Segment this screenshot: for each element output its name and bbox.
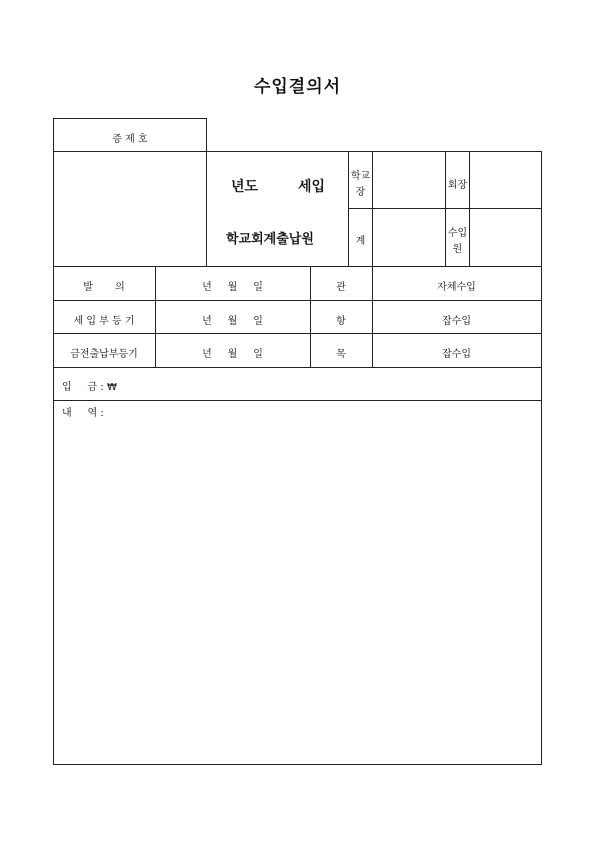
row-date-cashbook: 년 월 일 [202,349,263,360]
row-line-5 [53,400,542,401]
header-divider [206,151,207,266]
row-cat-hang: 항 [336,316,346,327]
receipt-no-label: 증 제 호 [112,134,148,145]
frame-left [53,118,54,764]
approval-mid-line [348,208,542,209]
principal-label-2: 장 [355,187,366,198]
head-label: 회장 [447,180,468,191]
revenue-officer-label-2: 원 [452,244,463,255]
accounting-label: 계 [355,236,366,247]
row-value-mok: 잡수입 [442,349,471,360]
row-line-1 [53,266,542,267]
page-title: 수입결의서 [253,77,342,97]
account-title: 학교회계출납원 [226,232,314,247]
revenue-officer-label-1: 수입 [447,228,468,239]
type-label: 세입 [298,179,326,195]
receipt-box-top [53,118,207,119]
row-label-revenue-ledger: 세 입 부 등 기 [73,316,135,327]
amount-label: 입 금 : ₩ [62,382,117,393]
principal-label-1: 학교 [350,171,371,182]
row-value-hang: 잡수입 [442,316,471,327]
row-label-cashbook: 금전출납부등기 [70,349,138,360]
row-line-4 [53,367,542,368]
row-label-approval: 발 의 [83,282,125,293]
frame-bottom [53,764,542,765]
row-date-revenue-ledger: 년 월 일 [202,316,263,327]
frame-right [541,151,542,764]
row-line-2 [53,300,542,301]
details-label: 내 역 : [62,408,104,419]
row-value-gwan: 자체수입 [437,282,476,293]
row-date-approval: 년 월 일 [202,282,263,293]
row-line-3 [53,333,542,334]
row-cat-mok: 목 [336,349,346,360]
row-cat-gwan: 관 [336,282,346,293]
year-label: 년도 [231,179,259,195]
